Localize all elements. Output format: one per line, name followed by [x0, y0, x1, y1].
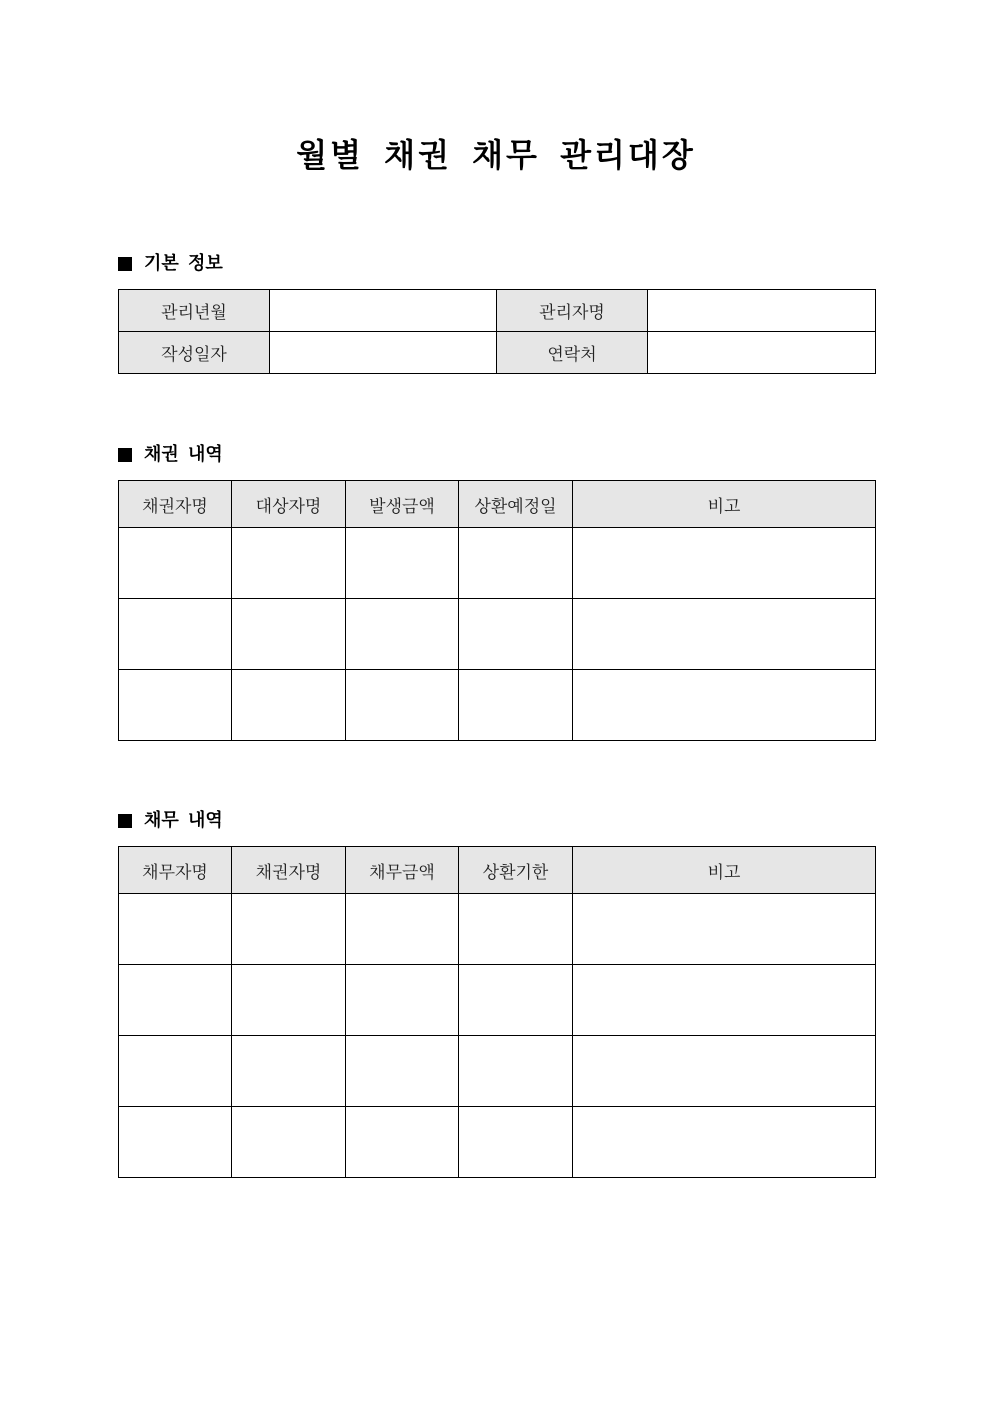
table-cell[interactable]	[459, 670, 573, 741]
table-cell[interactable]	[573, 1036, 876, 1107]
table-cell[interactable]	[232, 670, 346, 741]
table-cell[interactable]	[573, 894, 876, 965]
square-bullet-icon	[118, 814, 132, 828]
table-cell[interactable]	[573, 528, 876, 599]
table-cell[interactable]	[459, 599, 573, 670]
table-cell[interactable]	[119, 599, 232, 670]
table-cell[interactable]	[119, 1107, 232, 1178]
square-bullet-icon	[118, 257, 132, 271]
column-header-debtor-name: 채무자명	[119, 847, 232, 894]
table-cell[interactable]	[459, 894, 573, 965]
credit-table	[118, 480, 876, 741]
table-cell[interactable]	[232, 1107, 346, 1178]
manage-month-field[interactable]	[270, 290, 497, 332]
table-row	[119, 1036, 876, 1107]
table-cell[interactable]	[119, 528, 232, 599]
table-row	[119, 894, 876, 965]
basic-info-table	[118, 289, 876, 374]
written-date-field[interactable]	[270, 332, 497, 374]
credit-section-heading-text: 채권 내역	[144, 444, 223, 465]
table-cell[interactable]	[346, 894, 459, 965]
column-header-creditor-name: 채권자명	[232, 847, 346, 894]
table-cell[interactable]	[573, 965, 876, 1036]
column-header-remarks: 비고	[573, 481, 876, 528]
column-header-remarks: 비고	[573, 847, 876, 894]
contact-label: 연락처	[497, 332, 648, 374]
table-cell[interactable]	[232, 965, 346, 1036]
table-cell[interactable]	[232, 1036, 346, 1107]
table-row	[119, 599, 876, 670]
basic-info-row	[119, 332, 876, 374]
debt-section-heading	[118, 809, 223, 833]
basic-info-heading	[118, 252, 223, 276]
written-date-label: 작성일자	[119, 332, 270, 374]
column-header-repayment-deadline: 상환기한	[459, 847, 573, 894]
table-cell[interactable]	[232, 894, 346, 965]
table-cell[interactable]	[119, 1036, 232, 1107]
table-cell[interactable]	[346, 599, 459, 670]
manager-name-label: 관리자명	[497, 290, 648, 332]
square-bullet-icon	[118, 448, 132, 462]
page-title: 월별 채권 채무 관리대장	[296, 136, 696, 174]
table-row	[119, 965, 876, 1036]
table-cell[interactable]	[459, 528, 573, 599]
table-cell[interactable]	[232, 528, 346, 599]
column-header-amount: 발생금액	[346, 481, 459, 528]
column-header-debt-amount: 채무금액	[346, 847, 459, 894]
column-header-due-date: 상환예정일	[459, 481, 573, 528]
column-header-target-name: 대상자명	[232, 481, 346, 528]
table-cell[interactable]	[459, 1036, 573, 1107]
debt-section-heading-text: 채무 내역	[144, 810, 223, 831]
table-cell[interactable]	[346, 1107, 459, 1178]
table-cell[interactable]	[573, 670, 876, 741]
table-cell[interactable]	[459, 965, 573, 1036]
table-cell[interactable]	[573, 1107, 876, 1178]
table-cell[interactable]	[119, 965, 232, 1036]
table-cell[interactable]	[346, 1036, 459, 1107]
debt-table	[118, 846, 876, 1178]
credit-header-row	[119, 481, 876, 528]
table-cell[interactable]	[346, 528, 459, 599]
table-cell[interactable]	[119, 894, 232, 965]
table-cell[interactable]	[573, 599, 876, 670]
column-header-creditor-name: 채권자명	[119, 481, 232, 528]
manager-name-field[interactable]	[648, 290, 876, 332]
table-cell[interactable]	[346, 965, 459, 1036]
manage-month-label: 관리년월	[119, 290, 270, 332]
table-cell[interactable]	[459, 1107, 573, 1178]
table-row	[119, 670, 876, 741]
table-cell[interactable]	[119, 670, 232, 741]
debt-header-row	[119, 847, 876, 894]
basic-info-heading-text: 기본 정보	[144, 253, 223, 274]
table-row	[119, 1107, 876, 1178]
table-cell[interactable]	[346, 670, 459, 741]
basic-info-row	[119, 290, 876, 332]
table-cell[interactable]	[232, 599, 346, 670]
table-row	[119, 528, 876, 599]
contact-field[interactable]	[648, 332, 876, 374]
credit-section-heading	[118, 443, 223, 467]
